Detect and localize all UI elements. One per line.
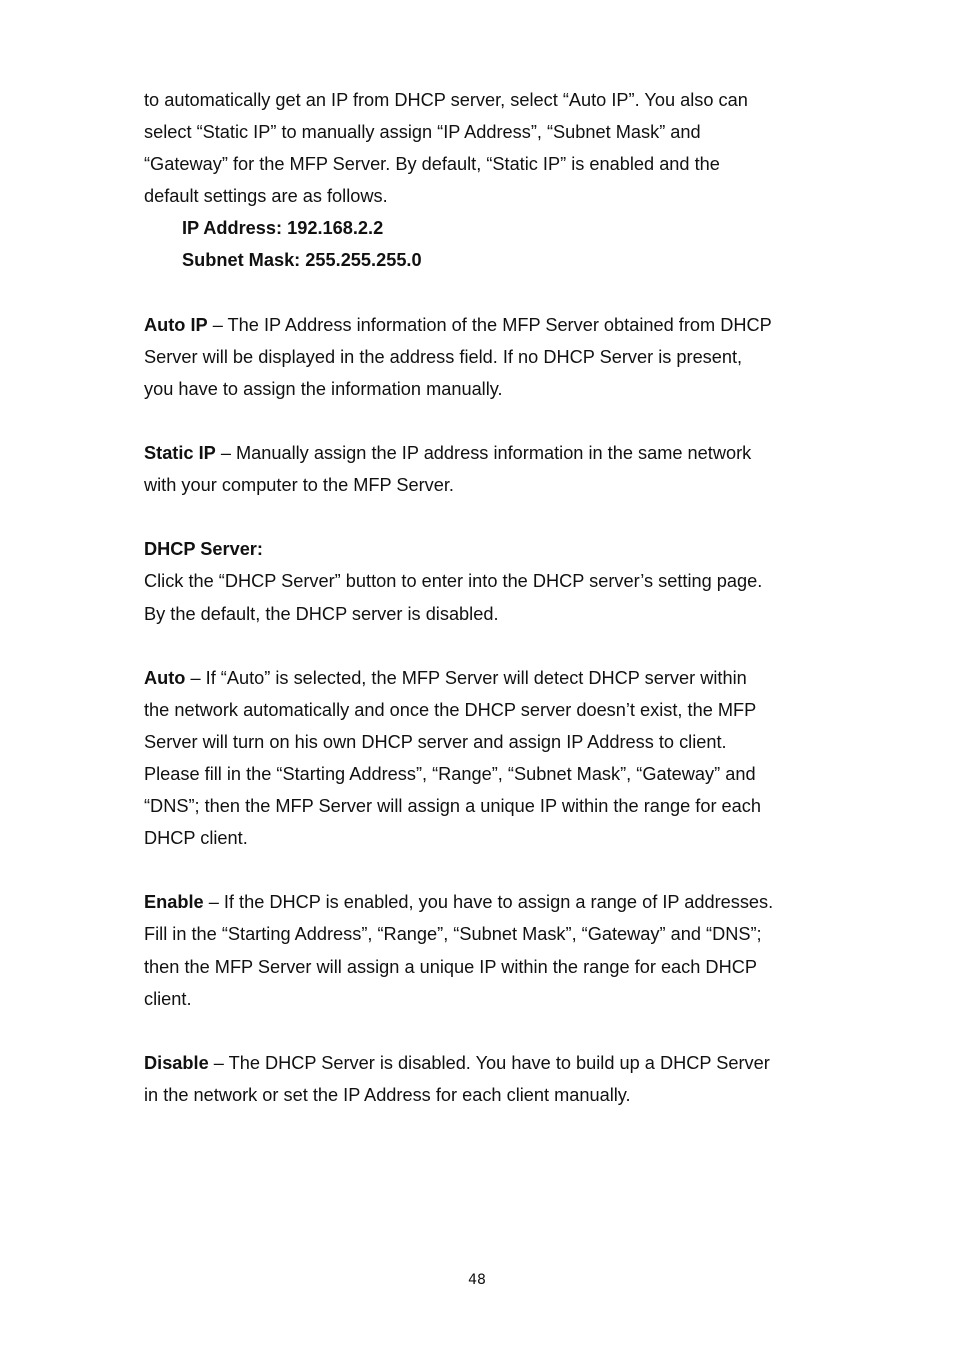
text-line: default settings are as follows. xyxy=(144,186,388,207)
auto-ip-paragraph xyxy=(144,309,824,405)
text-line: DHCP client. xyxy=(144,828,248,849)
dhcp-server-paragraph xyxy=(144,533,824,629)
text-line: Server will be displayed in the address field. If no DHCP Server is present, xyxy=(144,346,743,367)
text-line: the network automatically and once the DHCP server doesn’t exist, the MFP xyxy=(144,699,757,720)
text-line: Please fill in the “Starting Address”, “Range”, “Subnet Mask”, “Gateway” and xyxy=(144,763,756,784)
text-line: with your computer to the MFP Server. xyxy=(144,475,454,496)
auto-term: Auto xyxy=(144,667,186,688)
text-line: client. xyxy=(144,988,192,1009)
text-line: Fill in the “Starting Address”, “Range”, “Subnet Mask”, “Gateway” and “DNS”; xyxy=(144,924,762,945)
intro-paragraph xyxy=(144,84,824,277)
text-line: Server will turn on his own DHCP server and assign IP Address to client. xyxy=(144,731,727,752)
static-ip-term: Static IP xyxy=(144,443,216,464)
text-line: then the MFP Server will assign a unique IP within the range for each DHCP xyxy=(144,956,757,977)
text-line: to automatically get an IP from DHCP server, select “Auto IP”. You also can xyxy=(144,90,748,110)
page-number: 48 xyxy=(468,1272,486,1288)
text-line xyxy=(144,437,824,469)
text-line: “Gateway” for the MFP Server. By default, “Static IP” is enabled and the xyxy=(144,154,720,175)
document-page xyxy=(144,84,824,1143)
enable-term: Enable xyxy=(144,892,204,913)
text-line: in the network or set the IP Address for each client manually. xyxy=(144,1084,631,1105)
disable-paragraph xyxy=(144,1047,824,1111)
text-fragment: – If the DHCP is enabled, you have to assign a range of IP addresses. xyxy=(203,892,774,913)
auto-ip-term: Auto IP xyxy=(144,314,208,335)
auto-paragraph xyxy=(144,662,824,855)
text-line xyxy=(144,1047,824,1079)
text-line xyxy=(144,662,824,694)
default-subnet-mask: Subnet Mask: 255.255.255.0 xyxy=(182,250,422,271)
text-fragment: – The DHCP Server is disabled. You have to build up a DHCP Server xyxy=(208,1052,770,1073)
text-line: select “Static IP” to manually assign “IP Address”, “Subnet Mask” and xyxy=(144,122,701,143)
text-line: “DNS”; then the MFP Server will assign a unique IP within the range for each xyxy=(144,796,761,817)
disable-term: Disable xyxy=(144,1052,209,1073)
text-line xyxy=(144,886,824,918)
default-ip-address: IP Address: 192.168.2.2 xyxy=(182,218,384,239)
dhcp-server-heading: DHCP Server: xyxy=(144,539,263,560)
text-line xyxy=(144,309,824,341)
text-line: By the default, the DHCP server is disabled. xyxy=(144,603,499,624)
text-fragment: – The IP Address information of the MFP Server obtained from DHCP xyxy=(207,314,772,335)
static-ip-paragraph xyxy=(144,437,824,501)
text-fragment: – Manually assign the IP address information in the same network xyxy=(215,443,752,464)
enable-paragraph xyxy=(144,886,824,1014)
text-line: you have to assign the information manually. xyxy=(144,378,503,399)
text-fragment: – If “Auto” is selected, the MFP Server will detect DHCP server within xyxy=(185,667,747,688)
text-line: Click the “DHCP Server” button to enter into the DHCP server’s setting page. xyxy=(144,571,763,592)
